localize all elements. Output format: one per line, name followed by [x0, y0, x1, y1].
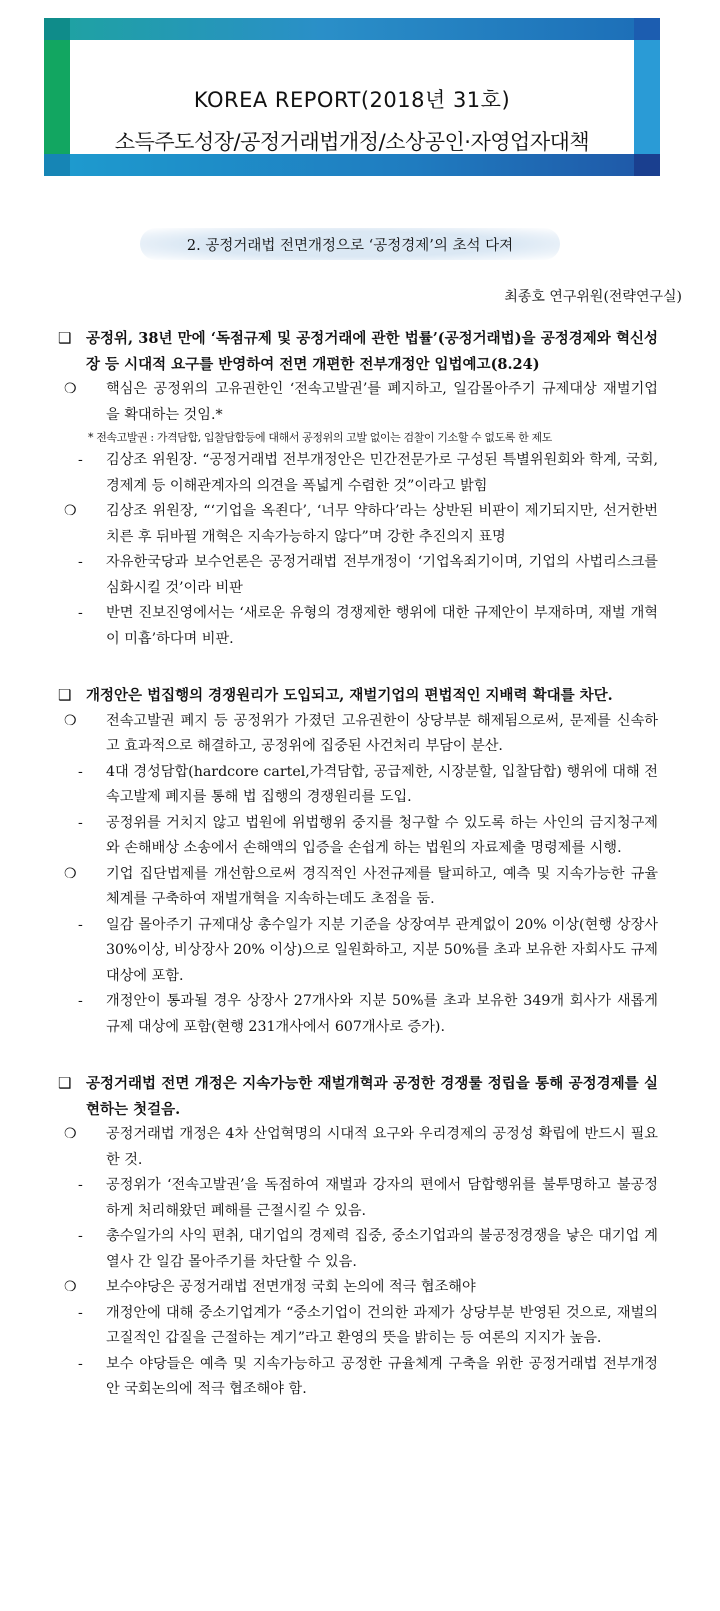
- dash-bullet-item: [58, 1301, 658, 1352]
- banner-left-bar: [44, 40, 70, 154]
- item-text: 공정위를 거치지 않고 법원에 위법행위 중지를 청구할 수 있도록 하는 사인의 금지청구제와 손해배상 소송에서 손해액의 입증을 손쉽게 하는 법원의 자료제출 명령제를 시행.: [106, 814, 658, 856]
- item-text: 공정거래법 개정은 4차 산업혁명의 시대적 요구와 우리경제의 공정성 확립에 반드시 필요한 것.: [106, 1126, 658, 1168]
- item-text: 보수야당은 공정거래법 전면개정 국회 논의에 적극 협조해야: [106, 1279, 476, 1295]
- dash-bullet-item: [58, 811, 658, 862]
- report-title: KOREA REPORT(2018년 31호): [193, 88, 511, 112]
- footnote: [58, 428, 658, 448]
- bullet-heading: [58, 683, 658, 709]
- circle-bullet-icon: ❍: [64, 712, 77, 729]
- circle-bullet-icon: ❍: [64, 503, 77, 519]
- dash-bullet-icon: -: [78, 1304, 83, 1321]
- dash-bullet-icon: -: [78, 605, 83, 621]
- item-text: 개정안에 대해 중소기업계가 “중소기업이 건의한 과제가 상당부분 반영된 것으로, 재벌의 고질적인 갑질을 근절하는 계기”라고 환영의 뜻을 밝히는 등 여론의 지지가 높음.: [106, 1304, 658, 1346]
- dash-bullet-item: [58, 1352, 658, 1403]
- dash-bullet-icon: -: [78, 554, 83, 570]
- item-text: 김상조 위원장. “공정거래법 전부개정안은 민간전문가로 구성된 특별위원회와 학계, 국회, 경제계 등 이해관계자의 의견을 폭넓게 수렴한 것”이라고 밝힘: [106, 452, 658, 494]
- circle-bullet-icon: ❍: [64, 381, 77, 397]
- dash-bullet-item: [58, 448, 658, 499]
- dash-bullet-item: [58, 1173, 658, 1224]
- circle-bullet-item: [58, 709, 658, 760]
- item-text: 자유한국당과 보수언론은 공정거래법 전부개정이 ‘기업옥죄기이며, 기업의 사법리스크를 심화시킬 것’이라 비판: [106, 554, 658, 596]
- section-block: [58, 326, 658, 652]
- dash-bullet-icon: -: [78, 1177, 83, 1193]
- section-title: [140, 228, 560, 260]
- section-block: [58, 683, 658, 1040]
- circle-bullet-item: [58, 1275, 658, 1301]
- dash-bullet-item: [58, 989, 658, 1040]
- dash-bullet-item: [58, 913, 658, 990]
- circle-bullet-item: [58, 862, 658, 913]
- dash-bullet-icon: -: [78, 452, 83, 468]
- report-subtitle: 소득주도성장/공정거래법개정/소상공인·자영업자대책: [114, 130, 590, 154]
- circle-bullet-item: [58, 499, 658, 550]
- item-text: 보수 야당들은 예측 및 지속가능하고 공정한 규율체계 구축을 위한 공정거래법 전부개정안 국회논의에 적극 협조해야 함.: [106, 1355, 658, 1397]
- dash-bullet-icon: -: [78, 993, 83, 1009]
- circle-bullet-item: [58, 1122, 658, 1173]
- dash-bullet-icon: -: [78, 814, 83, 831]
- banner-body: [70, 40, 634, 154]
- dash-bullet-icon: -: [78, 916, 83, 933]
- square-bullet-icon: ❑: [58, 1074, 72, 1092]
- circle-bullet-icon: ❍: [64, 865, 77, 882]
- dash-bullet-item: [58, 760, 658, 811]
- dash-bullet-icon: -: [78, 1355, 83, 1372]
- item-text: 일감 몰아주기 규제대상 총수일가 지분 기준을 상장여부 관계없이 20% 이상(현행 상장사 30%이상, 비상장사 20% 이상)으로 일원화하고, 지분 50%를 초과 보유한 자회사도 규제대상에 포함.: [106, 916, 658, 984]
- bullet-heading: [58, 326, 658, 377]
- square-bullet-icon: ❑: [58, 686, 72, 704]
- dash-bullet-icon: -: [78, 763, 83, 780]
- bullet-heading: [58, 1071, 658, 1122]
- section-block: [58, 1071, 658, 1403]
- section-title-text: 2. 공정거래법 전면개정으로 ‘공정경제’의 초석 다져: [186, 238, 514, 254]
- author-line: 최종호 연구위원(전략연구실): [504, 289, 682, 305]
- bullet-heading-text: 개정안은 법집행의 경쟁원리가 도입되고, 재벌기업의 편법적인 지배력 확대를 차단.: [86, 687, 613, 704]
- report-banner: [44, 18, 660, 176]
- circle-bullet-item: [58, 377, 658, 428]
- item-text: 기업 집단법제를 개선함으로써 경직적인 사전규제를 탈피하고, 예측 및 지속가능한 규율체계를 구축하여 재벌개혁을 지속하는데도 초점을 둠.: [106, 865, 658, 907]
- article-body: [58, 326, 658, 1434]
- item-text: 핵심은 공정위의 고유권한인 ‘전속고발권’를 폐지하고, 일감몰아주기 규제대상 재벌기업을 확대하는 것임.*: [106, 381, 658, 423]
- item-text: 총수일가의 사익 편취, 대기업의 경제력 집중, 중소기업과의 불공정경쟁을 낳은 대기업 계열사 간 일감 몰아주기를 차단할 수 있음.: [106, 1228, 658, 1270]
- square-bullet-icon: ❑: [58, 329, 72, 347]
- item-text: 반면 진보진영에서는 ‘새로운 유형의 경쟁제한 행위에 대한 규제안이 부재하며, 재벌 개혁이 미흡’하다며 비판.: [106, 605, 658, 647]
- banner-right-bar: [634, 40, 660, 154]
- item-text: * 전속고발권 : 가격담합, 입찰담합등에 대해서 공정위의 고발 없이는 검찰이 기소할 수 없도록 한 제도: [88, 431, 552, 444]
- circle-bullet-icon: ❍: [64, 1126, 77, 1142]
- dash-bullet-item: [58, 601, 658, 652]
- banner-bottom-band: [44, 154, 660, 176]
- bullet-heading-text: 공정위, 38년 만에 ‘독점규제 및 공정거래에 관한 법률’(공정거래법)을 공정경제와 혁신성장 등 시대적 요구를 반영하여 전면 개편한 전부개정안 입법예고(8.24): [86, 330, 658, 373]
- banner-top-band: [44, 18, 660, 40]
- dash-bullet-item: [58, 550, 658, 601]
- item-text: 공정위가 ‘전속고발권’을 독점하여 재벌과 강자의 편에서 담합행위를 불투명하고 불공정하게 처리해왔던 폐해를 근절시킬 수 있음.: [106, 1177, 658, 1219]
- dash-bullet-icon: -: [78, 1228, 83, 1244]
- item-text: 4대 경성담합(hardcore cartel,가격담합, 공급제한, 시장분할, 입찰담합) 행위에 대해 전속고발제 폐지를 통해 법 집행의 경쟁원리를 도입.: [106, 763, 658, 805]
- item-text: 김상조 위원장, “‘기업을 옥죈다’, ‘너무 약하다’라는 상반된 비판이 제기되지만, 선거한번 치른 후 뒤바뀔 개혁은 지속가능하지 않다”며 강한 추진의지 표명: [106, 503, 658, 545]
- item-text: 전속고발권 폐지 등 공정위가 가졌던 고유권한이 상당부분 해제됨으로써, 문제를 신속하고 효과적으로 해결하고, 공정위에 집중된 사건처리 부담이 분산.: [106, 712, 658, 754]
- bullet-heading-text: 공정거래법 전면 개정은 지속가능한 재벌개혁과 공정한 경쟁룰 정립을 통해 공정경제를 실현하는 첫걸음.: [86, 1075, 658, 1118]
- item-text: 개정안이 통과될 경우 상장사 27개사와 지분 50%를 초과 보유한 349개 회사가 새롭게 규제 대상에 포함(현행 231개사에서 607개사로 증가).: [106, 993, 658, 1035]
- circle-bullet-icon: ❍: [64, 1279, 77, 1295]
- dash-bullet-item: [58, 1224, 658, 1275]
